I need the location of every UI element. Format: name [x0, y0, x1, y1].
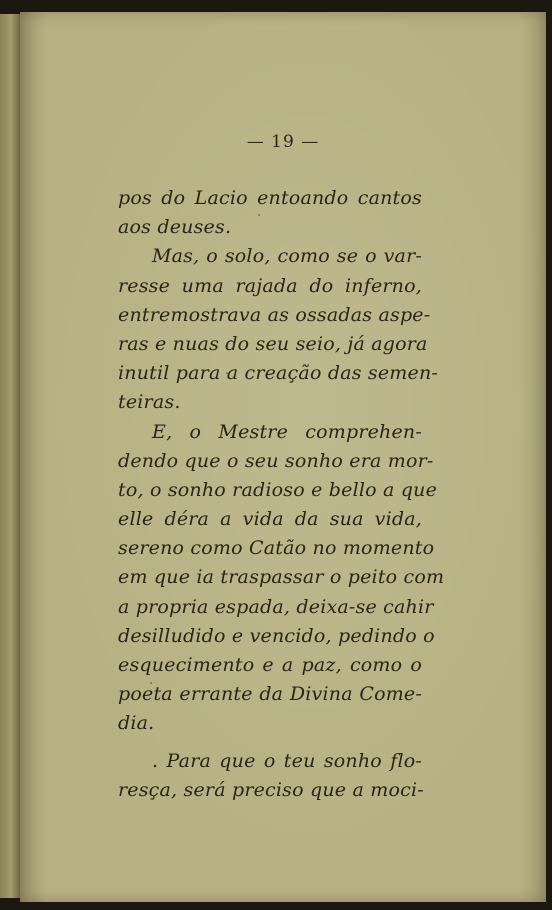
text-line: a propria espada, deixa-se cahir	[118, 595, 434, 618]
text-line: poeta errante da Divina Come-	[118, 683, 422, 706]
paper-speck	[150, 682, 152, 684]
text-line: sereno como Catão no momento	[118, 537, 435, 560]
text-line: resça, será preciso que a moci-	[118, 778, 424, 801]
paper-speck	[258, 214, 260, 216]
text-line: pos do Lacio entoando cantos	[118, 187, 422, 209]
text-line: dendo que o seu sonho era mor-	[118, 449, 434, 472]
text-line: aos deuses.	[118, 216, 232, 239]
book-page	[20, 12, 546, 902]
text-line: dia.	[118, 712, 155, 735]
page-text	[118, 184, 445, 805]
text-line: inutil para a creação das semen-	[118, 362, 439, 385]
text-line: E, o Mestre comprehen-	[152, 420, 422, 443]
page-number: — 19 —	[246, 132, 320, 152]
text-line: ras e nuas do seu seio, já agora	[118, 332, 428, 355]
text-line: teiras.	[118, 391, 181, 414]
text-line: resse uma rajada do inferno,	[118, 274, 422, 297]
text-line: em que ia traspassar o peito com	[118, 566, 445, 589]
paper-speck	[226, 372, 228, 374]
text-line: . Para que o teu sonho flo-	[152, 749, 422, 772]
text-line: elle déra a vida da sua vida,	[118, 508, 422, 531]
text-line: desilludido e vencido, pedindo o	[118, 624, 435, 647]
text-line: to, o sonho radioso e bello a que	[118, 478, 438, 501]
left-page-edge	[0, 14, 20, 898]
text-line: entremostrava as ossadas aspe-	[118, 303, 431, 326]
text-line: Mas, o solo, como se o var-	[152, 245, 422, 268]
text-line: esquecimento e a paz, como o	[118, 654, 422, 676]
